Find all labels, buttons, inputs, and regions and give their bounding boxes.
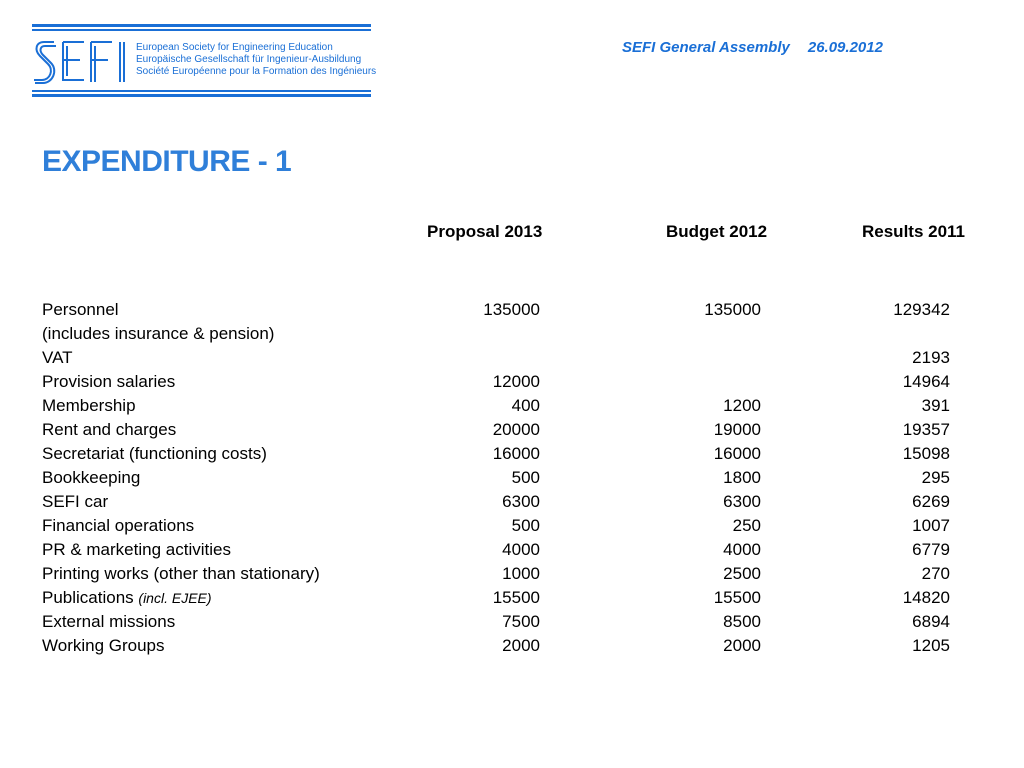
table-row	[0, 514, 1024, 538]
logo-line: Europäische Gesellschaft für Ingenieur-Ausbildung	[136, 54, 362, 65]
row-label-text: Printing works (other than stationary)	[42, 564, 320, 583]
logo-line: Société Européenne pour la Formation des Ingénieurs	[136, 66, 377, 77]
proposal-value: 6300	[502, 492, 540, 511]
budget-value: 15500	[713, 588, 761, 607]
results-value: 1205	[912, 636, 950, 655]
budget-value: 16000	[713, 444, 761, 463]
sefi-wordmark-icon	[32, 38, 132, 84]
table-row	[0, 610, 1024, 634]
proposal-value: 4000	[502, 540, 540, 559]
event-name: SEFI General Assembly	[622, 39, 790, 56]
proposal-value: 12000	[492, 372, 540, 391]
row-label	[42, 634, 165, 658]
budget-value: 6300	[723, 492, 761, 511]
results-value: 19357	[902, 420, 950, 439]
table-row	[0, 586, 1024, 610]
table-row	[0, 490, 1024, 514]
results-value: 14820	[902, 588, 950, 607]
table-row	[0, 298, 1024, 322]
table-row	[0, 370, 1024, 394]
row-label	[42, 538, 231, 562]
budget-value: 2000	[723, 636, 761, 655]
row-label-text: Working Groups	[42, 636, 165, 655]
row-label-text: Publications	[42, 588, 134, 607]
budget-value: 2500	[723, 564, 761, 583]
results-value: 6779	[912, 540, 950, 559]
budget-value: 8500	[723, 612, 761, 631]
row-label	[42, 322, 274, 346]
page-title: EXPENDITURE - 1	[42, 145, 292, 178]
results-value: 2193	[912, 348, 950, 367]
budget-value: 250	[732, 516, 761, 535]
row-label-text: (includes insurance & pension)	[42, 324, 275, 343]
row-label	[42, 418, 176, 442]
table-row	[0, 634, 1024, 658]
table-row	[0, 346, 1024, 370]
row-label	[42, 370, 175, 394]
column-header-results: Results 2011	[862, 222, 966, 241]
row-label-text: Personnel	[42, 300, 119, 319]
results-value: 6269	[912, 492, 950, 511]
row-note: (incl. EJEE)	[138, 590, 212, 606]
results-value: 270	[921, 564, 950, 583]
budget-value: 19000	[713, 420, 761, 439]
table-row	[0, 466, 1024, 490]
row-label-text: Membership	[42, 396, 136, 415]
row-label-text: External missions	[42, 612, 176, 631]
results-value: 1007	[912, 516, 950, 535]
proposal-value: 16000	[492, 444, 540, 463]
logo-line: European Society for Engineering Education	[136, 42, 333, 53]
logo-text	[136, 42, 376, 78]
proposal-value: 400	[511, 396, 540, 415]
results-value: 391	[921, 396, 950, 415]
row-label	[42, 586, 212, 610]
row-label	[42, 562, 320, 586]
proposal-value: 1000	[502, 564, 540, 583]
row-label	[42, 394, 136, 418]
row-label-text: PR & marketing activities	[42, 540, 231, 559]
row-label	[42, 298, 119, 322]
results-value: 14964	[902, 372, 950, 391]
row-label	[42, 346, 73, 370]
budget-value: 135000	[704, 300, 761, 319]
table-row	[0, 394, 1024, 418]
row-label	[42, 442, 267, 466]
row-label	[42, 514, 194, 538]
budget-value: 4000	[723, 540, 761, 559]
column-header-budget: Budget 2012	[666, 222, 768, 241]
row-label-text: Rent and charges	[42, 420, 177, 439]
table-row	[0, 442, 1024, 466]
budget-value: 1800	[723, 468, 761, 487]
table-row	[0, 418, 1024, 442]
proposal-value: 500	[511, 468, 540, 487]
proposal-value: 7500	[502, 612, 540, 631]
proposal-value: 2000	[502, 636, 540, 655]
row-label-text: Secretariat (functioning costs)	[42, 444, 267, 463]
event-date: 26.09.2012	[807, 39, 883, 56]
budget-value: 1200	[723, 396, 761, 415]
results-value: 129342	[893, 300, 950, 319]
proposal-value: 15500	[492, 588, 540, 607]
logo-bar	[32, 24, 371, 27]
row-label	[42, 490, 108, 514]
row-label-text: Provision salaries	[42, 372, 176, 391]
logo-bar	[32, 29, 371, 31]
sefi-logo	[32, 24, 377, 97]
row-label-text: Bookkeeping	[42, 468, 141, 487]
slide-header	[622, 39, 883, 56]
results-value: 6894	[912, 612, 950, 631]
logo-bar	[32, 94, 371, 97]
proposal-value: 500	[511, 516, 540, 535]
results-value: 15098	[902, 444, 950, 463]
row-label	[42, 466, 140, 490]
row-label-text: SEFI car	[42, 492, 109, 511]
proposal-value: 135000	[483, 300, 540, 319]
table-row	[0, 322, 1024, 346]
proposal-value: 20000	[492, 420, 540, 439]
column-header-proposal: Proposal 2013	[427, 222, 543, 241]
row-label-text: Financial operations	[42, 516, 195, 535]
row-label-text: VAT	[42, 348, 73, 367]
row-label	[42, 610, 175, 634]
results-value: 295	[921, 468, 950, 487]
table-row	[0, 538, 1024, 562]
table-row	[0, 562, 1024, 586]
logo-bar	[32, 90, 371, 92]
